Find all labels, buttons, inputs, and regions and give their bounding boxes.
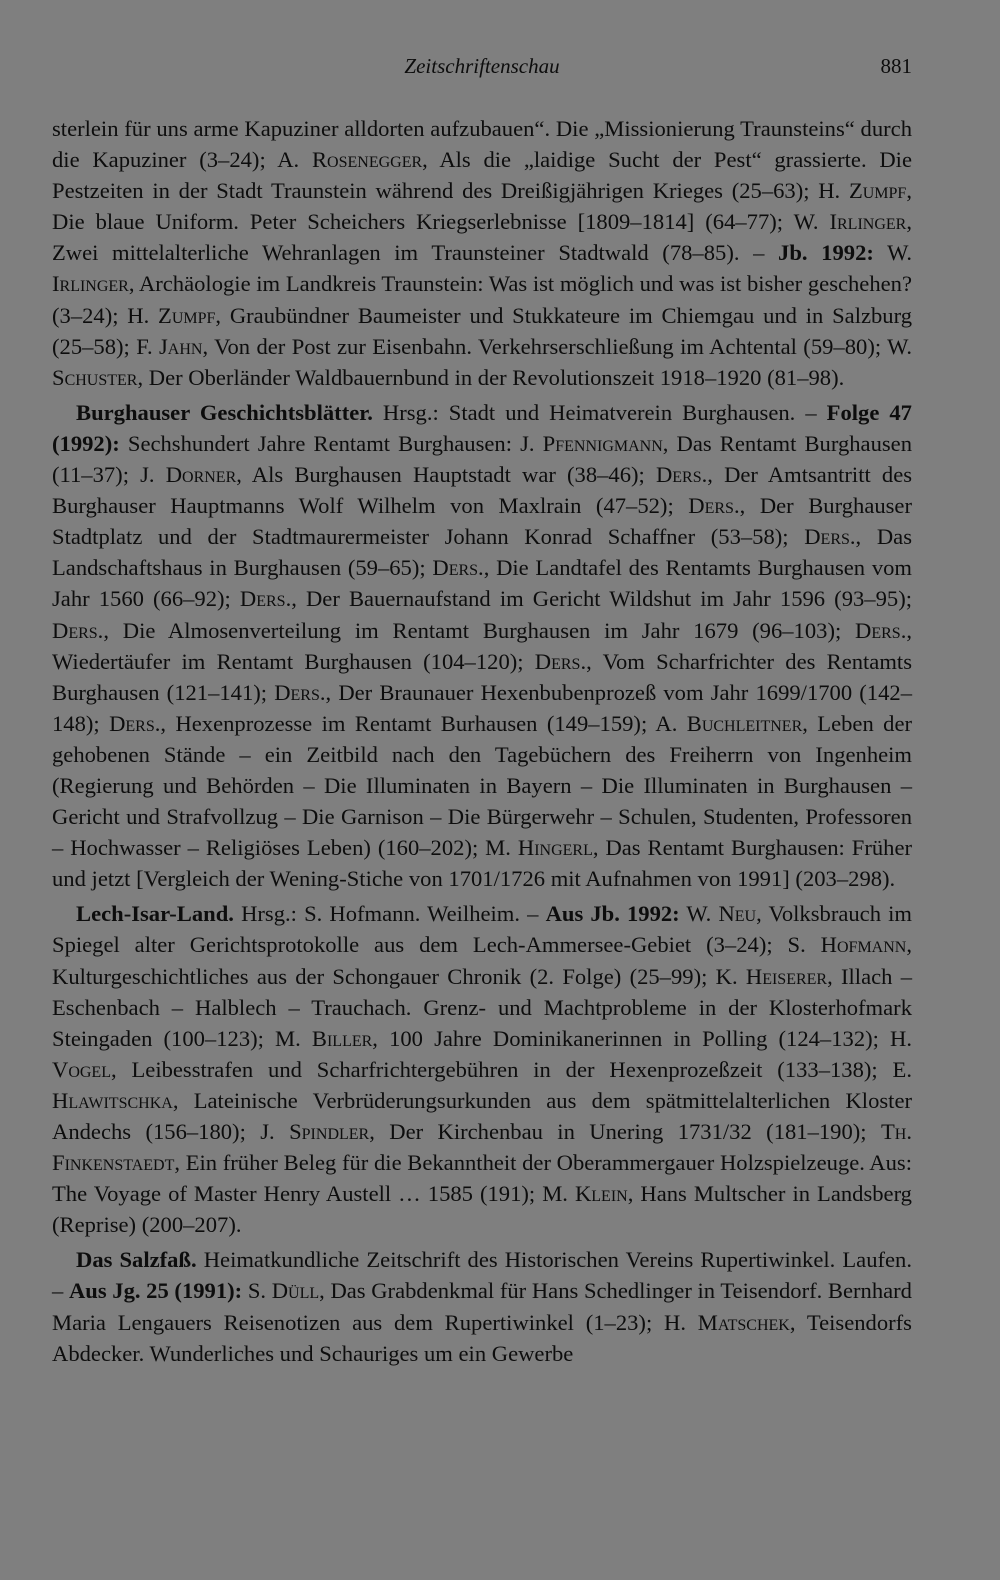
text-run: ., Der Amtsantritt des Burghauser Hauptmanns Wolf Wilhelm von Maxlrain (47–52); [52,462,913,519]
text-run: , Hans Multscher in Landsberg (Reprise) (200–207). [52,1181,912,1238]
text-run: , Leibesstrafen und Scharfrichtergebühren in der Hexenprozeßzeit (133–138); E. [110,1056,912,1082]
text-run: ., Die Almosenverteilung im Rentamt Burghausen im Jahr 1679 (96–103); [97,617,856,643]
author-name-run: Ders [688,493,734,519]
author-name-run: Pfennigmann [542,430,663,456]
text-run: Hrsg.: S. Hofmann. Weilheim. – [233,901,546,927]
bold-heading-run: Burghauser Geschichtsblätter. [76,399,373,425]
text-run: ., Vom Scharfrichter des Rentamts Burghausen (121–141); [52,648,912,705]
author-name-run: Irlinger [52,271,129,297]
text-run: , Von der Post zur Eisenbahn. Verkehrserschließung im Achtental (59–80); W. [202,333,912,359]
text-run: W. [873,240,913,266]
entry-paragraph [52,397,912,895]
text-run: , Der Oberländer Waldbauernbund in der Revolutionszeit 1918–1920 (81–98). [137,364,845,390]
text-run: , Leben der gehobenen Stände – ein Zeitbild nach den Tagebüchern des Freiherrn von Ingenheim (Regierung und Behörden – Die Illuminaten in Bayern – Die Illuminaten in Burghausen – Gericht und Strafvollzug – Die Garnison – Die Bürgerwehr – Schulen, Studenten, Professoren – Hochwasser – Religiöses Leben) (160–202); M. [52,710,912,861]
author-name-run: Rosenegger [311,147,423,173]
text-run: , 100 Jahre Dominikanerinnen in Polling (124–132); H. [372,1025,912,1051]
text-run: ., Der Bauernaufstand im Gericht Wildshut im Jahr 1596 (93–95); [285,586,912,612]
entry-paragraph [52,1244,912,1368]
text-run: W. [679,901,719,927]
author-name-run: Hingerl [517,835,593,861]
text-run: , Volksbrauch im Spiegel alter Gerichtsprotokolle aus dem Lech-Ammersee-Gebiet (3–24); S. [52,901,912,958]
author-name-run: Neu [718,901,757,927]
author-name-run: Ders [274,679,320,705]
author-name-run: Vogel [52,1056,111,1082]
author-name-run: Ders [534,648,581,674]
text-run: ., Der Braunauer Hexenbubenprozeß vom Jahr 1699/1700 (142–148); [52,679,912,736]
author-name-run: Zumpf [158,302,216,328]
author-name-run: Hofmann [820,932,907,958]
text-run: ., Die Landtafel des Rentamts Burghausen vom Jahr 1560 (66–92); [52,555,912,612]
author-name-run: Ders [655,462,702,488]
text-run: , Kulturgeschichtliches aus der Schongauer Chronik (2. Folge) (25–99); K. [52,932,912,989]
text-run: , Der Kirchenbau in Unering 1731/32 (181–190); [369,1119,881,1144]
author-name-run: Th. Finkenstaedt [52,1119,912,1176]
text-run: ., Das Landschaftshaus in Burghausen (59–65); [52,524,912,581]
text-run: ., Wiedertäufer im Rentamt Burghausen (104–120); [52,617,912,674]
author-name-run: Dorner [165,462,237,488]
bold-heading-run: Das Salzfaß. [76,1247,197,1273]
text-run: ., Hexenprozesse im Rentamt Burhausen (149–159); A. [154,710,687,736]
running-title: Zeitschriftenschau [404,54,560,78]
text-run: Sechshundert Jahre Rentamt Burghausen: J. [119,430,543,456]
author-name-run: Jahn [158,333,203,359]
author-name-run: Spindler [289,1119,370,1144]
author-name-run: Ders [804,524,850,550]
author-name-run: Klein [574,1181,628,1207]
text-run: , Als die „laidige Sucht der Pest“ grassierte. Die Pestzeiten in der Stadt Traunstein während des Dreißigjährigen Krieges (25–63); H. [52,147,912,204]
page-number: 881 [880,54,912,78]
entry-paragraph [52,898,912,1240]
text-run: , Graubündner Baumeister und Stukkateure im Chiemgau und in Salzburg (25–58); F. [52,302,913,359]
text-run: ., Der Burghauser Stadtplatz und der Stadtmaurermeister Johann Konrad Schaffner (53–58); [52,493,912,550]
bold-heading-run: Aus Jb. 1992: [545,901,680,927]
text-run: , Das Grabdenkmal für Hans Schedlinger in Teisendorf. Bernhard Maria Lengauers Reisenotizen aus dem Rupertiwinkel (1–23); H. [52,1278,912,1335]
author-name-run: Zumpf [848,178,907,204]
text-run: Hrsg.: Stadt und Heimatverein Burghausen. – [372,399,827,425]
author-name-run: Ders [432,555,479,581]
author-name-run: Heiserer [745,963,828,989]
text-run: , Das Rentamt Burghausen (11–37); J. [52,430,912,488]
text-run: , Zwei mittelalterliche Wehranlagen im Traunsteiner Stadtwald (78–85). – [52,209,912,266]
author-name-run: Ders [855,617,901,643]
author-name-run: Hlawitschka [52,1087,173,1113]
text-run: , Ein früher Beleg für die Bekanntheit der Oberammergauer Holzspielzeuge. Aus: The Voyage of Master Henry Austell … 1585 (191); M. [52,1150,912,1207]
bold-heading-run: Lech-Isar-Land. [76,901,234,927]
text-run: , Archäologie im Landkreis Traunstein: Was ist möglich und was ist bisher geschehen? (3–24); H. [52,271,912,328]
author-name-run: Düll [271,1278,320,1304]
entry-paragraph [52,113,912,393]
text-run: , Illach – Eschenbach – Halblech – Trauchach. Grenz- und Machtprobleme in der Klosterhofmark Steingaden (100–123); M. [52,963,912,1051]
text-run: sterlein für uns arme Kapuziner alldorten aufzubauen“. Die „Missionierung Traunsteins“ durch die Kapuziner (3–24); A. [52,116,912,173]
text-run: , Teisendorfs Abdecker. Wunderliches und Schauriges um ein Gewerbe [52,1309,912,1366]
author-name-run: Ders [109,710,155,736]
author-name-run: Biller [311,1025,373,1051]
bold-heading-run: Jb. 1992: [778,240,874,266]
author-name-run: Ders [52,617,98,643]
author-name-run: Ders [239,586,286,612]
text-run: , Die blaue Uniform. Peter Scheichers Kriegserlebnisse [1809–1814] (64–77); W. [52,178,912,235]
author-name-run: Irlinger [829,209,907,235]
page-body [52,113,912,1369]
bold-heading-run: Folge 47 (1992): [52,399,912,456]
author-name-run: Schuster [52,364,138,390]
bold-heading-run: Aus Jg. 25 (1991): [68,1278,243,1304]
text-run: , Lateinische Verbrüderungsurkunden aus dem spätmittelalterlichen Kloster Andechs (156–180); J. [52,1087,912,1144]
text-run: S. [242,1278,272,1304]
author-name-run: Matschek [697,1309,790,1335]
text-run: , Das Rentamt Burghausen: Früher und jetzt [Vergleich der Wening-Stiche von 1701/1726 mit Aufnahmen von 1991] (203–298). [52,835,912,892]
text-run: , Als Burghausen Hauptstadt war (38–46); [236,462,656,488]
page-header [52,54,912,90]
author-name-run: Buchleitner [686,710,803,736]
text-run: Heimatkundliche Zeitschrift des Historischen Vereins Rupertiwinkel. Laufen. – [52,1247,912,1304]
